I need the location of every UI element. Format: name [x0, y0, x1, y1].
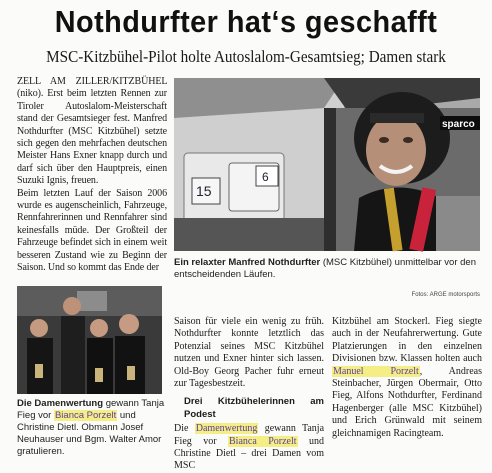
- main-photo-driver-in-car: [174, 78, 480, 251]
- car-number-15: 15: [196, 183, 212, 199]
- car-number-6: 6: [262, 170, 269, 184]
- article-column-2: [174, 316, 324, 473]
- main-caption-bold: Ein relaxter Manfred Nothdurfter: [174, 257, 321, 268]
- article-subheadline: MSC-Kitzbühel-Pilot holte Autoslalom-Gesamtsieg; Damen stark: [46, 47, 446, 66]
- column-3-text-b: , Andreas Steinbacher, Jürgen Obermair, Otto Fieg, Alfons Nothdurfter, Ferdinand Hagenberger (alle MSC Kitzbühel) und Erich Grünwald mit seinem gleichnamigen Racingteam.: [332, 365, 482, 439]
- article-headline: Nothdurfter hat‘s geschafft: [54, 4, 438, 39]
- main-photo-caption: [174, 257, 480, 281]
- column-2-paragraph-2: [174, 423, 324, 473]
- column-3-text-a: Kitzbühel am Stockerl. Fieg siegte auch in der Neufahrerwertung. Gute Platzierungen in den einzelnen Divisionen bzw. Klassen holten auch: [332, 316, 482, 365]
- small-caption-text-a: gewann Tanja Fieg vor: [17, 398, 165, 421]
- column-2-paragraph-1: Saison für viele ein wenig zu früh. Nothdurfter konnte letztlich das Potenzial seines MSC Kitzbühel nutzen und Exner hinter sich lassen. Old-Boy Georg Pacher fuhr erneut zur Tagesbestzeit.: [174, 316, 324, 390]
- column-2-highlight-1: Damenwertung: [195, 423, 258, 435]
- small-photo-illustration: [17, 286, 162, 394]
- small-caption-text-b: und Christine Dietl. Obmann Josef Neuhauser und Bgm. Walter Amor gratulieren.: [17, 410, 162, 457]
- main-photo-illustration: [174, 78, 480, 251]
- small-photo-women-podium: [17, 286, 162, 394]
- column-2-text-a: Die: [174, 423, 189, 435]
- column-2-text-b: gewann Tanja Fieg vor: [174, 423, 325, 447]
- photo-credit: Fotos: ARGE motorsports: [411, 292, 480, 298]
- helmet-brand-label: sparco: [442, 119, 475, 130]
- main-caption-text: (MSC Kitzbühel) unmittelbar vor den entscheidenden Läufen.: [174, 257, 476, 280]
- dateline: ZELL AM ZILLER/KITZBÜHEL: [17, 76, 167, 87]
- column-1-text-1: (niko). Erst beim letzten Rennen zur Tiroler Autoslalom-Meisterschaft stand der Gesamtsieger fest. Manfred Nothdurfter (MSC Kitzbühel) setzte sich gegen den mehrfachen deutschen Meister Hans Exner knapp durch und darf sich über den Hauptpreis, einen Suzuki Ignis, freuen.: [17, 88, 167, 187]
- column-3-paragraph-1: [332, 316, 482, 440]
- article-column-1: [17, 76, 167, 275]
- column-2-text-c: und Christine Dietl – drei Damen vom MSC: [174, 435, 325, 472]
- article-column-3: [332, 316, 482, 440]
- column-1-paragraph-1: [17, 76, 167, 188]
- column-1-paragraph-2: Beim letzten Lauf der Saison 2006 wurde es augenscheinlich, Fahrzeuge, Rennfahrerinnen und Rennfahrer sind keinesfalls müde. Der Großteil der Fahrzeuge befindet sich in einem weit besseren Zustand wie zu Beginn der Saison. Und so kommt das Ende der: [17, 187, 167, 274]
- column-3-highlight: Manuel Porzelt: [333, 365, 419, 377]
- section-subheading: Drei Kitzbühelerinnen am Podest: [184, 396, 324, 420]
- small-caption-bold: Die Damenwertung: [17, 398, 104, 409]
- column-2-highlight-2: Bianca Porzelt: [229, 435, 297, 447]
- small-photo-caption: [17, 398, 167, 458]
- small-caption-highlight: Bianca Porzelt: [54, 410, 117, 421]
